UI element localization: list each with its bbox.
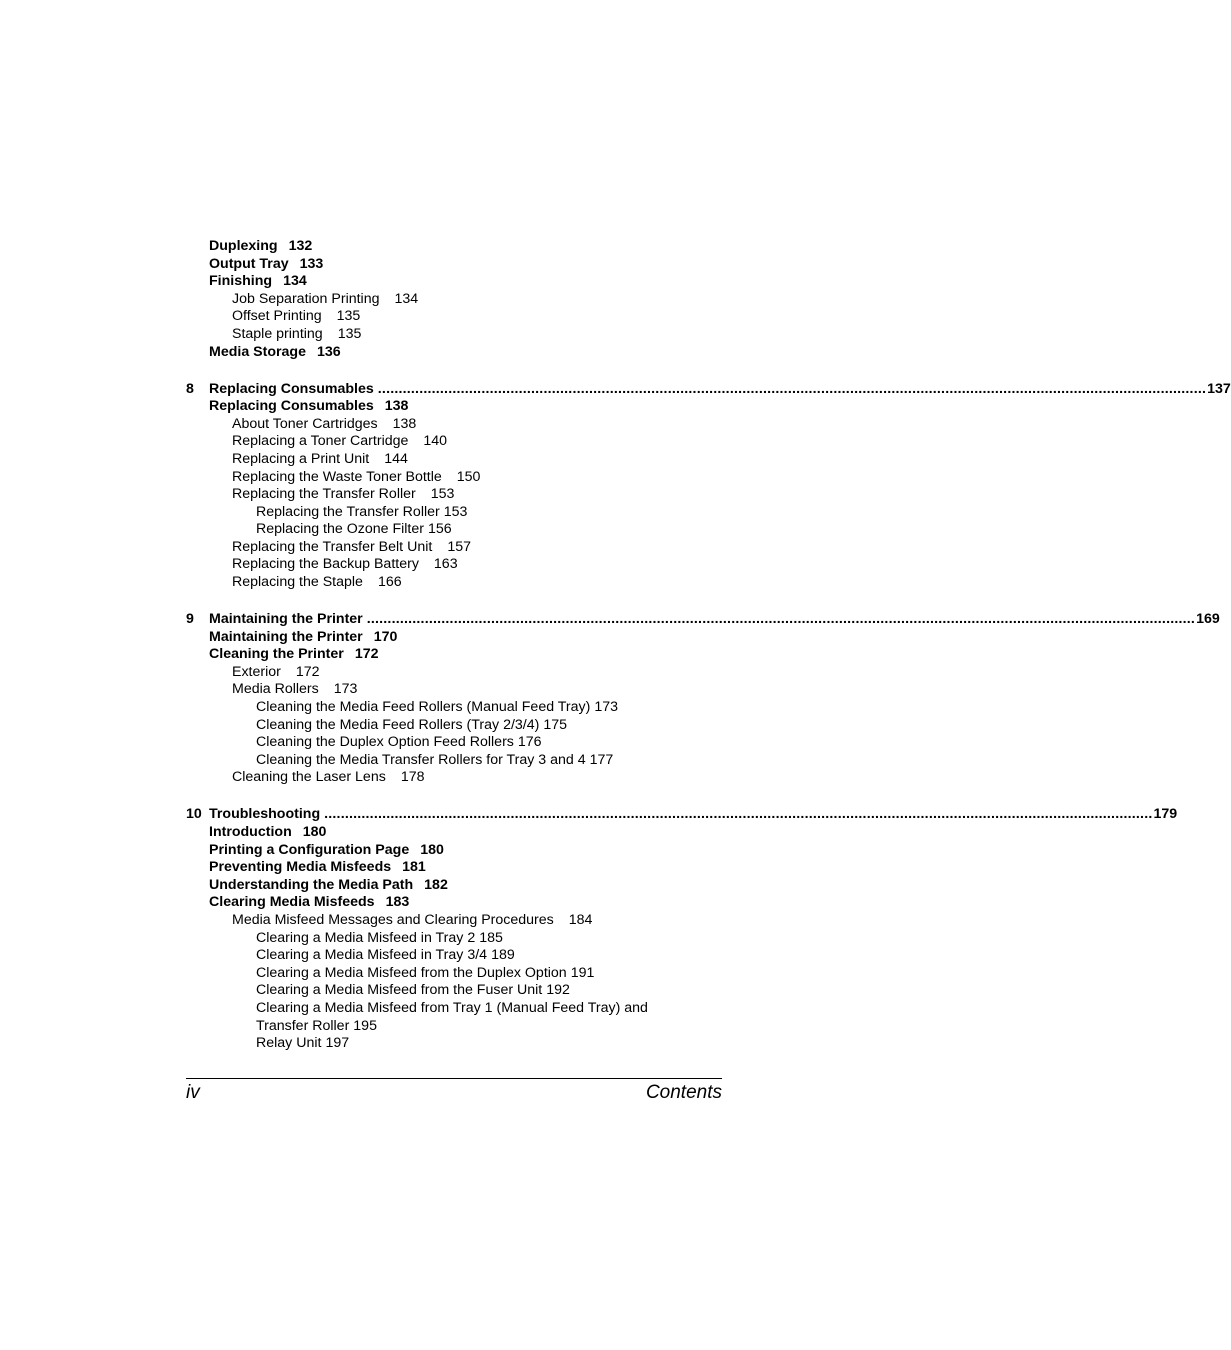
- section-gap: [186, 787, 722, 806]
- dot-leader: ........................................................................................................................................................................................................: [377, 380, 1207, 397]
- entry-title: Replacing the Transfer Belt Unit: [232, 538, 433, 555]
- toc-entry-level-2[interactable]: [186, 416, 722, 434]
- entry-page-number: 173: [333, 681, 358, 698]
- chapter-title: Troubleshooting: [209, 806, 321, 823]
- toc-entry-level-1[interactable]: [186, 646, 722, 664]
- toc-entry-level-3[interactable]: [186, 717, 722, 735]
- entry-title: Clearing a Media Misfeed from the Fuser Unit: [256, 982, 543, 999]
- entry-title: Replacing the Waste Toner Bottle: [232, 468, 442, 485]
- toc-entry-level-3[interactable]: [186, 930, 722, 948]
- toc-entry-level-2[interactable]: [186, 308, 722, 326]
- toc-chapter-entry[interactable]: [186, 806, 1178, 824]
- toc-entry-level-1[interactable]: [186, 842, 722, 860]
- entry-page-number: 156: [427, 521, 452, 538]
- toc-chapter-entry[interactable]: [186, 380, 1231, 399]
- entry-page-number: 138: [384, 398, 409, 415]
- toc-entry-level-3[interactable]: [186, 1000, 722, 1018]
- toc-entry-level-2[interactable]: [186, 451, 722, 469]
- entry-page-number: 192: [546, 982, 570, 999]
- toc-entry-level-3[interactable]: [186, 1035, 722, 1053]
- entry-page-number: 195: [353, 1017, 377, 1034]
- toc-entry-level-1[interactable]: [186, 256, 722, 274]
- chapter-page-number: 179: [1153, 806, 1178, 823]
- toc-entry-level-2[interactable]: [186, 769, 722, 787]
- entry-title: Output Tray: [209, 255, 289, 272]
- entry-page-number: 191: [570, 964, 595, 981]
- entry-page-number: 175: [543, 716, 568, 733]
- entry-title: Clearing Media Misfeeds: [209, 894, 375, 911]
- entry-page-number: 134: [283, 273, 307, 290]
- table-of-contents: [186, 238, 1231, 1053]
- entry-title: Relay Unit: [256, 1035, 322, 1052]
- toc-chapter-entry[interactable]: [186, 611, 1220, 629]
- entry-title: Staple printing: [232, 325, 323, 342]
- toc-entry-level-1[interactable]: [186, 344, 722, 362]
- chapter-title: Replacing Consumables: [209, 380, 374, 397]
- entry-page-number: 153: [430, 486, 455, 503]
- toc-entry-level-1[interactable]: [186, 273, 722, 291]
- entry-page-number: 180: [302, 823, 327, 840]
- entry-title: Replacing the Ozone Filter: [256, 521, 424, 538]
- entry-page-number: 132: [288, 238, 313, 254]
- entry-title: Media Rollers: [232, 681, 319, 698]
- entry-page-number: 153: [443, 503, 468, 520]
- dot-leader: ........................................................................................................................................................................................................: [366, 611, 1196, 628]
- toc-entry-level-1[interactable]: [186, 398, 722, 416]
- entry-title: Replacing a Toner Cartridge: [232, 433, 409, 450]
- entry-page-number: 183: [385, 894, 410, 911]
- entry-title: About Toner Cartridges: [232, 415, 378, 432]
- entry-page-number: 178: [400, 769, 425, 786]
- entry-page-number: 182: [424, 876, 448, 893]
- entry-title: Clearing a Media Misfeed in Tray 2: [256, 929, 476, 946]
- entry-title: Introduction: [209, 823, 292, 840]
- entry-title: Clearing a Media Misfeed from Tray 1 (Manual Feed Tray) and: [256, 999, 648, 1016]
- toc-entry-level-2[interactable]: [186, 539, 722, 557]
- entry-page-number: 181: [402, 859, 426, 876]
- entry-title: Replacing Consumables: [209, 398, 374, 415]
- toc-entry-level-2[interactable]: [186, 469, 722, 487]
- entry-title: Preventing Media Misfeeds: [209, 859, 392, 876]
- entry-title: Cleaning the Duplex Option Feed Rollers: [256, 734, 514, 751]
- toc-entry-level-2[interactable]: [186, 664, 722, 682]
- chapter-title: Maintaining the Printer: [209, 611, 363, 628]
- footer-rule: [186, 1078, 722, 1079]
- entry-title: Clearing a Media Misfeed from the Duplex Option: [256, 964, 567, 981]
- entry-title: Cleaning the Media Feed Rollers (Manual Feed Tray): [256, 699, 591, 716]
- entry-page-number: 172: [354, 646, 379, 663]
- entry-title: Replacing the Transfer Roller: [256, 503, 440, 520]
- entry-title: Transfer Roller: [256, 1017, 350, 1034]
- toc-entry-level-3[interactable]: [186, 734, 722, 752]
- entry-page-number: 134: [394, 290, 419, 307]
- entry-page-number: 176: [517, 734, 542, 751]
- dot-leader: ........................................................................................................................................................................................................: [324, 806, 1153, 823]
- entry-page-number: 197: [325, 1035, 350, 1052]
- entry-page-number: 136: [316, 343, 341, 360]
- entry-title: Media Storage: [209, 343, 306, 360]
- entry-title: Offset Printing: [232, 308, 322, 325]
- entry-title: Printing a Configuration Page: [209, 841, 410, 858]
- entry-page-number: 135: [336, 308, 361, 325]
- entry-title: Job Separation Printing: [232, 290, 380, 307]
- toc-entry-level-2[interactable]: [186, 433, 722, 451]
- toc-entry-level-2[interactable]: [186, 681, 722, 699]
- toc-entry-level-3[interactable]: [186, 965, 722, 983]
- toc-entry-level-1[interactable]: [186, 629, 722, 647]
- entry-page-number: 170: [373, 628, 398, 645]
- toc-entry-level-3[interactable]: [186, 699, 722, 717]
- entry-title: Duplexing: [209, 238, 278, 254]
- entry-page-number: 189: [491, 947, 515, 964]
- entry-page-number: 150: [456, 468, 481, 485]
- entry-title: Finishing: [209, 273, 273, 290]
- entry-page-number: 135: [337, 325, 362, 342]
- entry-page-number: 180: [420, 841, 444, 858]
- footer-page-number: iv: [186, 1082, 200, 1103]
- chapter-number: 10: [186, 806, 202, 823]
- toc-entry-level-1[interactable]: [186, 859, 722, 877]
- entry-page-number: 138: [392, 415, 417, 432]
- entry-title: Replacing the Backup Battery: [232, 556, 419, 573]
- entry-title: Understanding the Media Path: [209, 876, 414, 893]
- section-gap: [186, 592, 722, 611]
- entry-title: Replacing a Print Unit: [232, 450, 370, 467]
- toc-entry-level-2[interactable]: [186, 291, 722, 309]
- footer-section-title: Contents: [645, 1082, 722, 1103]
- entry-title: Cleaning the Media Transfer Rollers for Tray 3 and 4: [256, 751, 586, 768]
- toc-entry-level-2[interactable]: [186, 556, 722, 574]
- toc-entry-level-2[interactable]: [186, 326, 722, 344]
- toc-entry-level-3[interactable]: [186, 504, 722, 522]
- entry-title: Clearing a Media Misfeed in Tray 3/4: [256, 947, 488, 964]
- entry-title: Exterior: [232, 663, 281, 680]
- entry-title: Replacing the Transfer Roller: [232, 486, 416, 503]
- entry-page-number: 184: [568, 911, 593, 928]
- chapter-page-number: 137: [1207, 380, 1231, 397]
- entry-page-number: 140: [423, 433, 448, 450]
- toc-entry-level-2[interactable]: [186, 912, 722, 930]
- entry-page-number: 172: [295, 663, 320, 680]
- entry-title: Cleaning the Media Feed Rollers (Tray 2/3/4): [256, 716, 540, 733]
- entry-page-number: 133: [299, 255, 324, 272]
- entry-page-number: 166: [377, 574, 402, 591]
- toc-entry-level-2[interactable]: [186, 486, 722, 504]
- toc-entry-level-3[interactable]: [186, 982, 722, 1000]
- entry-title: Cleaning the Laser Lens: [232, 769, 386, 786]
- toc-entry-level-3[interactable]: [186, 521, 722, 539]
- entry-page-number: 163: [433, 556, 458, 573]
- chapter-number: 8: [186, 380, 194, 397]
- entry-title: Replacing the Staple: [232, 574, 363, 591]
- toc-entry-level-1[interactable]: [186, 894, 722, 912]
- toc-entry-level-1[interactable]: [186, 877, 722, 895]
- toc-entry-level-1[interactable]: [186, 238, 722, 256]
- entry-page-number: 173: [594, 699, 619, 716]
- entry-page-number: 144: [384, 450, 408, 467]
- entry-title: Media Misfeed Messages and Clearing Procedures: [232, 911, 554, 928]
- chapter-page-number: 169: [1196, 611, 1220, 628]
- entry-page-number: 177: [589, 751, 614, 768]
- entry-page-number: 157: [447, 538, 471, 555]
- toc-entry-level-3[interactable]: [186, 1018, 722, 1036]
- entry-title: Maintaining the Printer: [209, 628, 363, 645]
- chapter-number: 9: [186, 611, 194, 628]
- toc-entry-level-2[interactable]: [186, 574, 722, 592]
- entry-page-number: 185: [479, 929, 503, 946]
- toc-entry-level-1[interactable]: [186, 824, 722, 842]
- toc-entry-level-3[interactable]: [186, 752, 722, 770]
- toc-entry-level-3[interactable]: [186, 947, 722, 965]
- section-gap: [186, 361, 722, 380]
- entry-title: Cleaning the Printer: [209, 646, 344, 663]
